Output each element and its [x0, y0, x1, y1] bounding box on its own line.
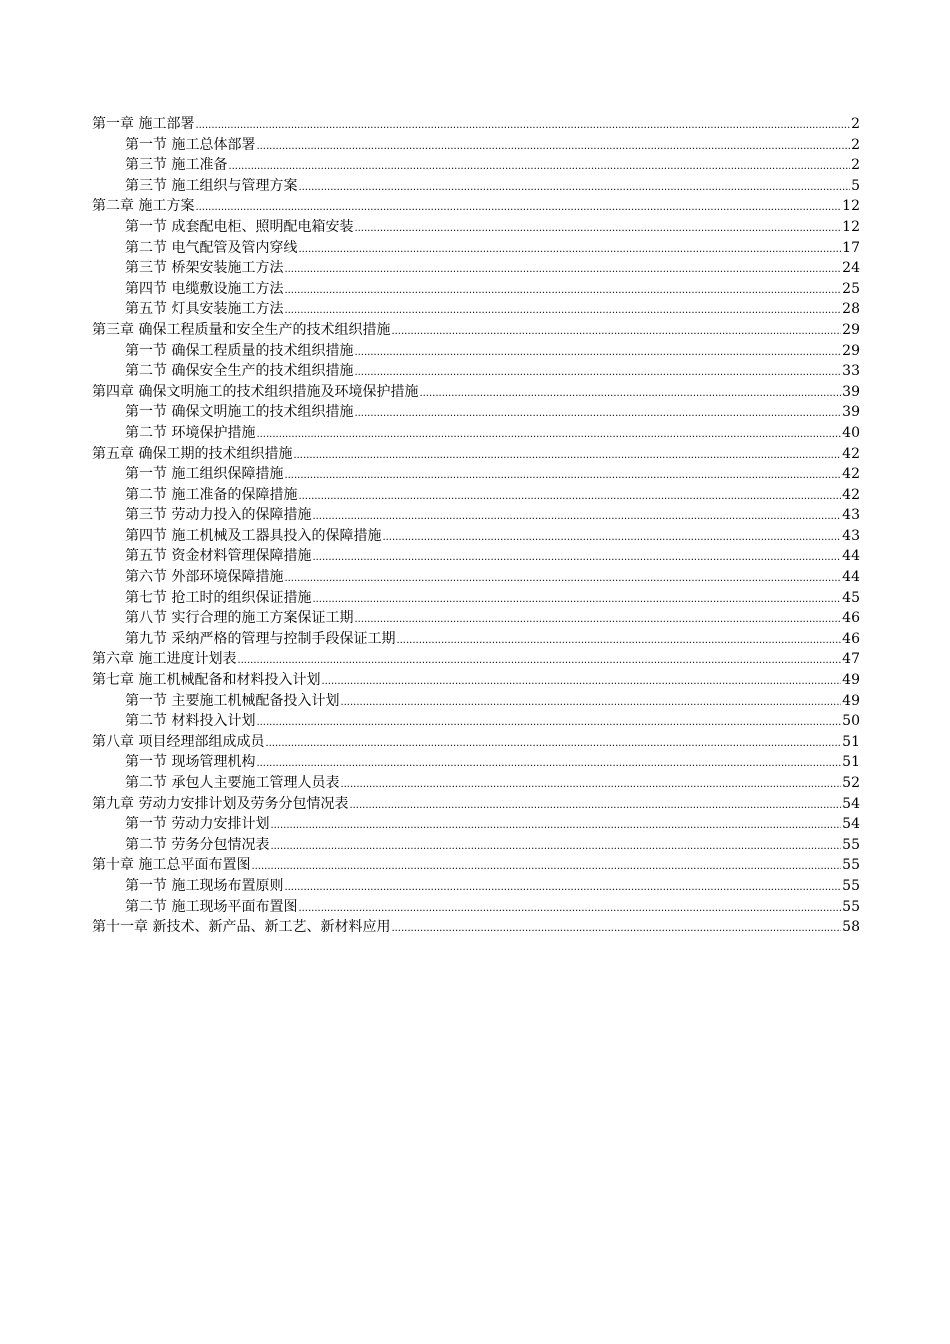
toc-section-entry[interactable]: [92, 505, 860, 526]
toc-page-number: 39: [842, 404, 860, 421]
toc-section-entry[interactable]: [92, 279, 860, 300]
toc-entry-label: 第三节 施工组织与管理方案: [125, 177, 298, 194]
toc-entry-label: 第六节 外部环境保障措施: [125, 569, 284, 586]
toc-dot-leader: [340, 775, 841, 796]
toc-entry-label: 第五节 灯具安装施工方法: [125, 301, 284, 318]
toc-entry-label: 第一节 现场管理机构: [125, 754, 256, 771]
toc-page-number: 58: [842, 919, 860, 936]
toc-dot-leader: [284, 301, 841, 322]
toc-section-entry[interactable]: [92, 135, 860, 156]
toc-dot-leader: [354, 610, 841, 631]
toc-section-entry[interactable]: [92, 752, 860, 773]
toc-section-entry[interactable]: [92, 217, 860, 238]
toc-dot-leader: [391, 322, 841, 343]
toc-section-entry[interactable]: [92, 876, 860, 897]
toc-page-number: 17: [842, 239, 860, 256]
toc-section-entry[interactable]: [92, 485, 860, 506]
toc-dot-leader: [396, 631, 841, 652]
toc-section-entry[interactable]: [92, 155, 860, 176]
toc-entry-label: 第二节 劳务分包情况表: [125, 836, 270, 853]
toc-dot-leader: [298, 178, 850, 199]
toc-section-entry[interactable]: [92, 629, 860, 650]
toc-page-number: 54: [842, 816, 860, 833]
toc-dot-leader: [256, 713, 841, 734]
toc-section-entry[interactable]: [92, 258, 860, 279]
toc-dot-leader: [270, 837, 841, 858]
toc-section-entry[interactable]: [92, 464, 860, 485]
toc-dot-leader: [284, 260, 841, 281]
toc-page-number: 29: [842, 321, 860, 338]
toc-dot-leader: [251, 857, 841, 878]
toc-entry-label: 第二章 施工方案: [92, 198, 195, 215]
toc-dot-leader: [391, 919, 841, 940]
table-of-contents: [92, 114, 860, 938]
toc-dot-leader: [265, 734, 841, 755]
toc-dot-leader: [382, 528, 841, 549]
toc-dot-leader: [237, 651, 841, 672]
toc-dot-leader: [354, 404, 841, 425]
toc-entry-label: 第八节 实行合理的施工方案保证工期: [125, 610, 354, 627]
toc-entry-label: 第六章 施工进度计划表: [92, 651, 237, 668]
toc-section-entry[interactable]: [92, 691, 860, 712]
toc-entry-label: 第五节 资金材料管理保障措施: [125, 548, 312, 565]
toc-entry-label: 第九章 劳动力安排计划及劳务分包情况表: [92, 795, 349, 812]
toc-page-number: 2: [851, 157, 860, 174]
toc-dot-leader: [321, 672, 841, 693]
toc-page-number: 42: [842, 486, 860, 503]
toc-entry-label: 第一节 确保文明施工的技术组织措施: [125, 404, 354, 421]
toc-dot-leader: [340, 693, 841, 714]
toc-section-entry[interactable]: [92, 176, 860, 197]
toc-section-entry[interactable]: [92, 835, 860, 856]
toc-page-number: 12: [842, 218, 860, 235]
toc-entry-label: 第一节 主要施工机械配备投入计划: [125, 692, 340, 709]
toc-dot-leader: [270, 816, 841, 837]
toc-page-number: 52: [842, 775, 860, 791]
toc-page-number: 45: [842, 589, 860, 606]
toc-page-number: 47: [842, 651, 860, 668]
toc-dot-leader: [284, 281, 841, 302]
toc-chapter-entry[interactable]: [92, 855, 860, 876]
toc-entry-label: 第四章 确保文明施工的技术组织措施及环境保护措施: [92, 383, 419, 400]
toc-page-number: 43: [842, 527, 860, 544]
toc-page-number: 44: [842, 569, 860, 586]
toc-page-number: 5: [851, 177, 860, 194]
toc-section-entry[interactable]: [92, 341, 860, 362]
toc-chapter-entry[interactable]: [92, 917, 860, 938]
toc-entry-label: 第一章 施工部署: [92, 116, 195, 132]
toc-section-entry[interactable]: [92, 238, 860, 259]
toc-dot-leader: [312, 548, 841, 569]
toc-entry-label: 第三节 施工准备: [125, 157, 228, 174]
toc-page-number: 28: [842, 301, 860, 318]
toc-page-number: 24: [842, 260, 860, 277]
toc-section-entry[interactable]: [92, 567, 860, 588]
toc-section-entry[interactable]: [92, 711, 860, 732]
toc-chapter-entry[interactable]: [92, 382, 860, 403]
toc-page-number: 54: [842, 795, 860, 812]
toc-section-entry[interactable]: [92, 402, 860, 423]
toc-chapter-entry[interactable]: [92, 444, 860, 465]
toc-chapter-entry[interactable]: [92, 670, 860, 691]
toc-page-number: 55: [842, 857, 860, 874]
toc-dot-leader: [284, 878, 841, 899]
toc-entry-label: 第二节 承包人主要施工管理人员表: [125, 775, 340, 791]
toc-page-number: 49: [842, 692, 860, 709]
toc-page-number: 55: [842, 898, 860, 915]
toc-chapter-entry[interactable]: [92, 196, 860, 217]
toc-dot-leader: [256, 754, 841, 775]
toc-section-entry[interactable]: [92, 608, 860, 629]
toc-page-number: 51: [842, 754, 860, 771]
toc-entry-label: 第十一章 新技术、新产品、新工艺、新材料应用: [92, 919, 391, 936]
toc-entry-label: 第二节 确保安全生产的技术组织措施: [125, 363, 354, 380]
toc-entry-label: 第七章 施工机械配备和材料投入计划: [92, 672, 321, 689]
toc-page-number: 50: [842, 713, 860, 730]
toc-section-entry[interactable]: [92, 299, 860, 320]
toc-dot-leader: [298, 240, 841, 261]
toc-chapter-entry[interactable]: [92, 114, 860, 135]
toc-entry-label: 第一节 施工组织保障措施: [125, 466, 284, 483]
toc-entry-label: 第一节 成套配电柜、照明配电箱安装: [125, 218, 354, 235]
toc-page-number: 42: [842, 445, 860, 462]
toc-entry-label: 第七节 抢工时的组织保证措施: [125, 589, 312, 606]
toc-dot-leader: [298, 487, 841, 508]
toc-page-number: 33: [842, 363, 860, 380]
toc-page-number: 25: [842, 280, 860, 297]
toc-entry-label: 第二节 电气配管及管内穿线: [125, 239, 298, 256]
toc-section-entry[interactable]: [92, 588, 860, 609]
toc-page-number: 49: [842, 672, 860, 689]
toc-dot-leader: [228, 157, 850, 178]
toc-section-entry[interactable]: [92, 361, 860, 382]
toc-entry-label: 第五章 确保工期的技术组织措施: [92, 445, 293, 462]
toc-dot-leader: [256, 137, 850, 158]
toc-entry-label: 第十章 施工总平面布置图: [92, 857, 251, 874]
toc-entry-label: 第二节 环境保护措施: [125, 424, 256, 441]
toc-chapter-entry[interactable]: [92, 649, 860, 670]
toc-section-entry[interactable]: [92, 546, 860, 567]
toc-section-entry[interactable]: [92, 814, 860, 835]
toc-section-entry[interactable]: [92, 526, 860, 547]
toc-entry-label: 第三节 桥架安装施工方法: [125, 260, 284, 277]
toc-entry-label: 第九节 采纳严格的管理与控制手段保证工期: [125, 630, 396, 647]
toc-page-number: 42: [842, 466, 860, 483]
toc-page-number: 46: [842, 610, 860, 627]
toc-dot-leader: [354, 219, 841, 240]
toc-dot-leader: [354, 343, 841, 364]
toc-page-number: 43: [842, 507, 860, 524]
toc-section-entry[interactable]: [92, 423, 860, 444]
toc-dot-leader: [312, 590, 841, 611]
toc-dot-leader: [284, 569, 841, 590]
toc-dot-leader: [293, 446, 841, 467]
toc-entry-label: 第四节 电缆敷设施工方法: [125, 280, 284, 297]
toc-entry-label: 第三章 确保工程质量和安全生产的技术组织措施: [92, 321, 391, 338]
toc-page-number: 39: [842, 383, 860, 400]
toc-dot-leader: [312, 507, 841, 528]
toc-chapter-entry[interactable]: [92, 320, 860, 341]
toc-chapter-entry[interactable]: [92, 794, 860, 815]
toc-entry-label: 第三节 劳动力投入的保障措施: [125, 507, 312, 524]
toc-page-number: 46: [842, 630, 860, 647]
toc-entry-label: 第二节 施工现场平面布置图: [125, 898, 298, 915]
toc-section-entry[interactable]: [92, 773, 860, 794]
toc-page-number: 40: [842, 424, 860, 441]
toc-dot-leader: [284, 466, 841, 487]
toc-entry-label: 第二节 施工准备的保障措施: [125, 486, 298, 503]
toc-page-number: 55: [842, 836, 860, 853]
toc-page-number: 55: [842, 877, 860, 894]
toc-dot-leader: [349, 796, 841, 817]
toc-entry-label: 第一节 劳动力安排计划: [125, 816, 270, 833]
toc-dot-leader: [256, 425, 841, 446]
toc-entry-label: 第八章 项目经理部组成成员: [92, 733, 265, 750]
toc-section-entry[interactable]: [92, 897, 860, 918]
toc-chapter-entry[interactable]: [92, 732, 860, 753]
toc-page-number: 29: [842, 342, 860, 359]
toc-page-number: 2: [851, 116, 860, 132]
toc-page-number: 12: [842, 198, 860, 215]
toc-entry-label: 第四节 施工机械及工器具投入的保障措施: [125, 527, 382, 544]
toc-entry-label: 第一节 施工现场布置原则: [125, 877, 284, 894]
toc-dot-leader: [354, 363, 841, 384]
toc-page-number: 44: [842, 548, 860, 565]
toc-dot-leader: [298, 899, 841, 920]
toc-page-number: 2: [851, 136, 860, 153]
toc-dot-leader: [195, 198, 841, 219]
toc-entry-label: 第二节 材料投入计划: [125, 713, 256, 730]
toc-dot-leader: [419, 384, 841, 405]
toc-entry-label: 第一节 施工总体部署: [125, 136, 256, 153]
toc-dot-leader: [195, 116, 850, 137]
toc-entry-label: 第一节 确保工程质量的技术组织措施: [125, 342, 354, 359]
toc-page-number: 51: [842, 733, 860, 750]
